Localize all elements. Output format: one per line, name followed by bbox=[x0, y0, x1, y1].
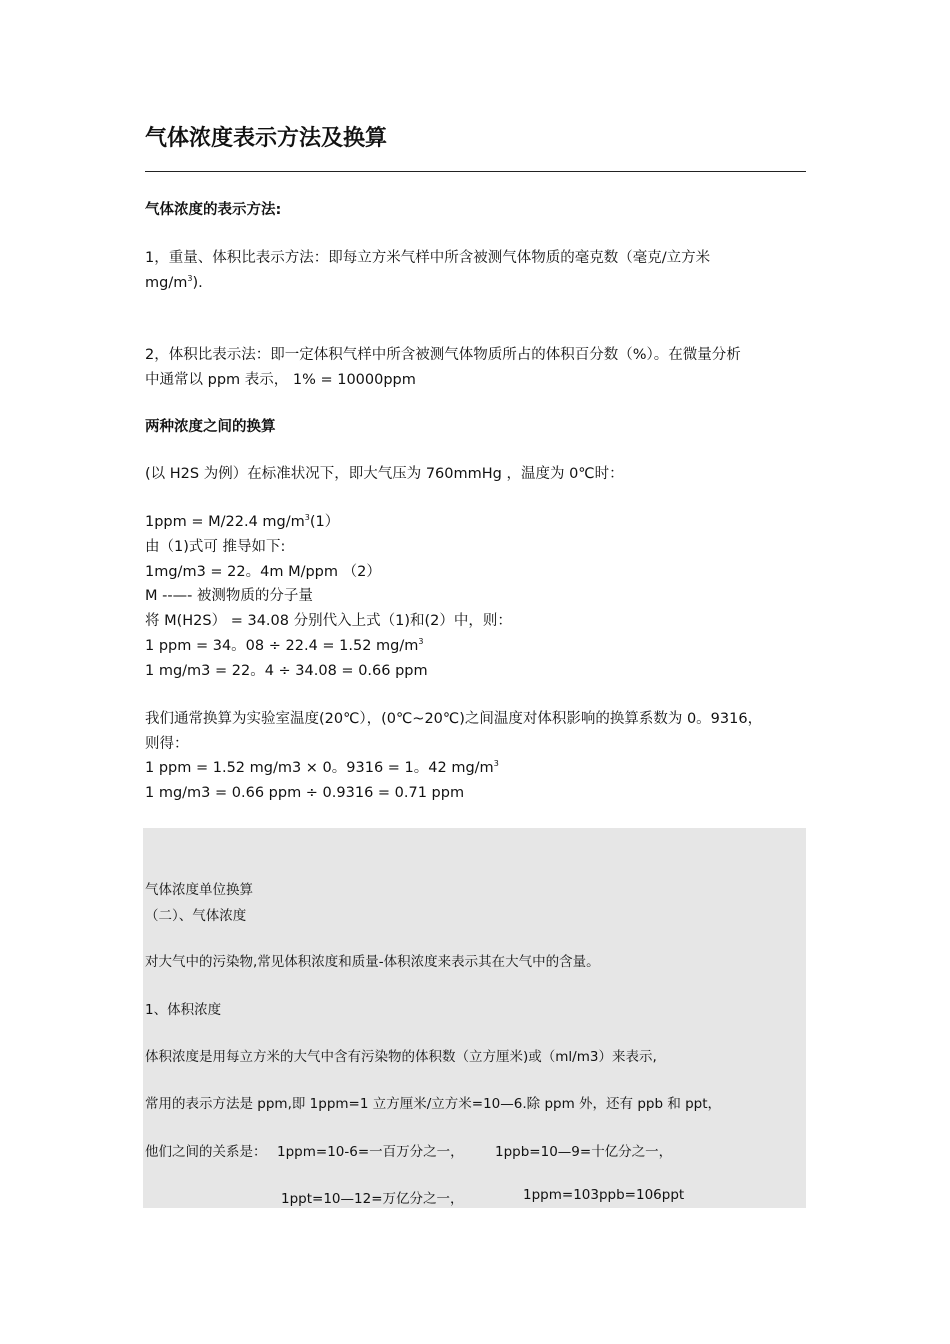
paragraph-1-line-1: 1，重量、体积比表示方法：即每立方米气样中所含被测气体物质的毫克数（毫克/立方米 bbox=[145, 250, 711, 266]
section-heading-methods: 气体浓度的表示方法: bbox=[145, 202, 282, 218]
paragraph-2-line-2: 中通常以 ppm 表示， 1% = 10000ppm bbox=[145, 372, 416, 388]
title-divider bbox=[145, 171, 806, 172]
box-line-gas-concentration: （二）、气体浓度 bbox=[145, 908, 247, 924]
formula-2: 由（1)式可 推导如下: bbox=[145, 539, 286, 555]
formula-7: 1 mg/m3 = 22。4 ÷ 34.08 = 0.66 ppm bbox=[145, 663, 428, 679]
formula-4: M --—- 被测物质的分子量 bbox=[145, 588, 313, 604]
formula-9: 1 mg/m3 = 0.66 ppm ÷ 0.9316 = 0.71 ppm bbox=[145, 785, 465, 801]
box-line-volume-concentration: 1、体积浓度 bbox=[145, 1002, 222, 1018]
section-heading-conversion: 两种浓度之间的换算 bbox=[145, 419, 276, 435]
box-line-ppb-relation: 1ppb=10—9=十亿分之一， bbox=[495, 1144, 673, 1160]
paragraph-2-line-1: 2，体积比表示法：即一定体积气样中所含被测气体物质所占的体积百分数（%）。在微量分析 bbox=[145, 347, 741, 363]
formula-1: 1ppm = M/22.4 $mg/m^3(1)$ bbox=[145, 513, 340, 530]
formula-8: 1 ppm = 1.52 mg/m3 × 0。9316 = 1。42 $mg/m^3$ bbox=[145, 759, 499, 776]
box-line-volume-definition: 体积浓度是用每立方米的大气中含有污染物的体积数（立方厘米)或（ml/m3）来表示, bbox=[145, 1049, 657, 1065]
temperature-paragraph-line-2: 则得： bbox=[145, 736, 189, 752]
box-line-unit-conversion: 气体浓度单位换算 bbox=[145, 882, 253, 898]
box-line-pollutants: 对大气中的污染物,常见体积浓度和质量-体积浓度来表示其在大气中的含量。 bbox=[145, 954, 600, 970]
temperature-paragraph-line-1: 我们通常换算为实验室温度(20℃），(0℃~20℃)之间温度对体积影响的换算系数为 0。9316， bbox=[145, 711, 763, 727]
conversion-intro: (以 H2S 为例）在标准状况下，即大气压为 760mmHg ，温度为 0℃时： bbox=[145, 466, 624, 482]
formula-5: 将 M(H2S） = 34.08 分别代入上式（1)和(2）中，则： bbox=[145, 613, 512, 629]
formula-3: 1mg/m3 = 22。4m M/ppm （2） bbox=[145, 564, 381, 580]
box-line-ppm-ppb-ppt-relation: 1ppm=103ppb=106ppt bbox=[523, 1187, 685, 1203]
box-line-ppm-ppb-ppt: 常用的表示方法是 ppm,即 1ppm=1 立方厘米/立方米=10—6.除 ppm 外，还有 ppb 和 ppt， bbox=[145, 1096, 722, 1112]
paragraph-1-line-2: $mg/m^3$). bbox=[145, 274, 203, 291]
box-line-relation-label: 他们之间的关系是： bbox=[145, 1144, 267, 1160]
box-line-ppm-relation: 1ppm=10-6=一百万分之一， bbox=[277, 1144, 464, 1160]
box-line-ppt-relation: 1ppt=10—12=万亿分之一， bbox=[281, 1191, 464, 1207]
page-title: 气体浓度表示方法及换算 bbox=[145, 125, 388, 151]
formula-6: 1 ppm = 34。08 ÷ 22.4 = 1.52 $mg/m^3$ bbox=[145, 637, 424, 654]
